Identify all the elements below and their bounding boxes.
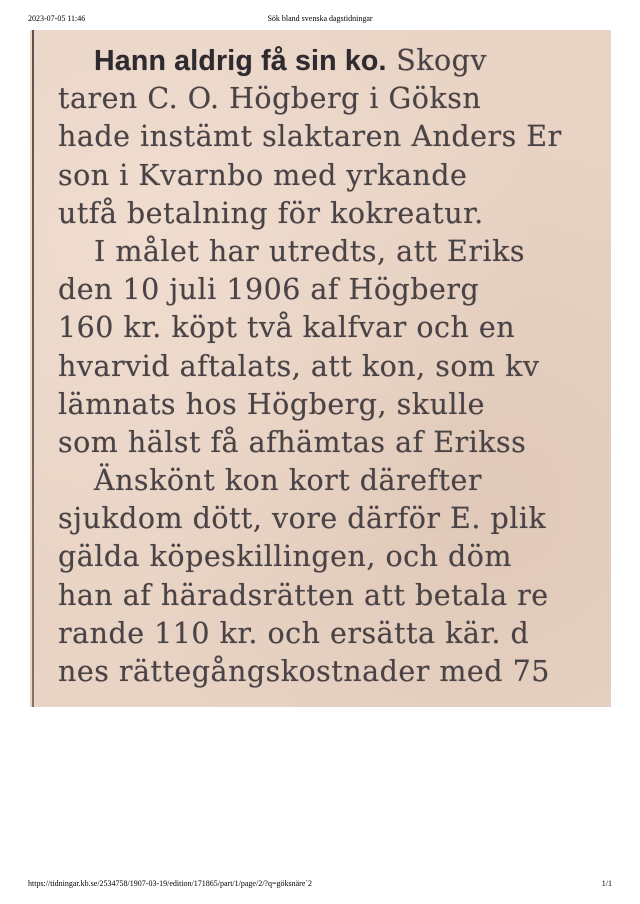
column-rule [32,30,34,707]
print-footer [28,879,612,893]
article-line: taren C. O. Högberg i Göksn [58,82,482,116]
article-line: som hälst få afhämtas af Erikss [58,425,527,459]
article-line: lämnats hos Högberg, skulle [58,387,486,421]
article-line: utfå betalning för kokreatur. [58,196,484,230]
article-line: son i Kvarnbo med yrkande [58,158,468,192]
print-datetime: 2023-07-05 11:46 [28,14,86,23]
article-headline-line [58,42,611,80]
article-line: hvarvid aftalats, att kon, som kv [58,349,540,383]
article-headline: Hann aldrig få sin ko. [94,45,387,77]
article-line: Skogv [396,44,487,77]
article-line: gälda köpeskillingen, och döm [58,540,512,574]
newspaper-clipping [30,30,611,707]
page-count: 1/1 [601,879,612,888]
article-line: 160 kr. köpt två kalfvar och en [58,311,516,345]
print-page-title: Sök bland svenska dagstidningar [267,14,373,23]
article-text [58,42,611,691]
article-line: rande 110 kr. och ersätta kär. d [58,616,530,650]
article-line: hade instämt slaktaren Anders Er [58,120,562,154]
article-line: den 10 juli 1906 af Högberg [58,273,480,307]
article-line: nes rättegångskostnader med 75 [58,655,550,688]
source-url: https://tidningar.kb.se/2534758/1907-03-19/edition/171865/part/1/page/2/?q=göksnäre`2 [28,879,313,888]
print-header [28,14,612,28]
article-line: han af häradsrätten att betala re [58,578,549,612]
article-line: I målet har utredts, att Eriks [94,234,525,268]
article-line: Änskönt kon kort därefter [94,464,482,498]
article-line: sjukdom dött, vore därför E. plik [58,502,547,536]
